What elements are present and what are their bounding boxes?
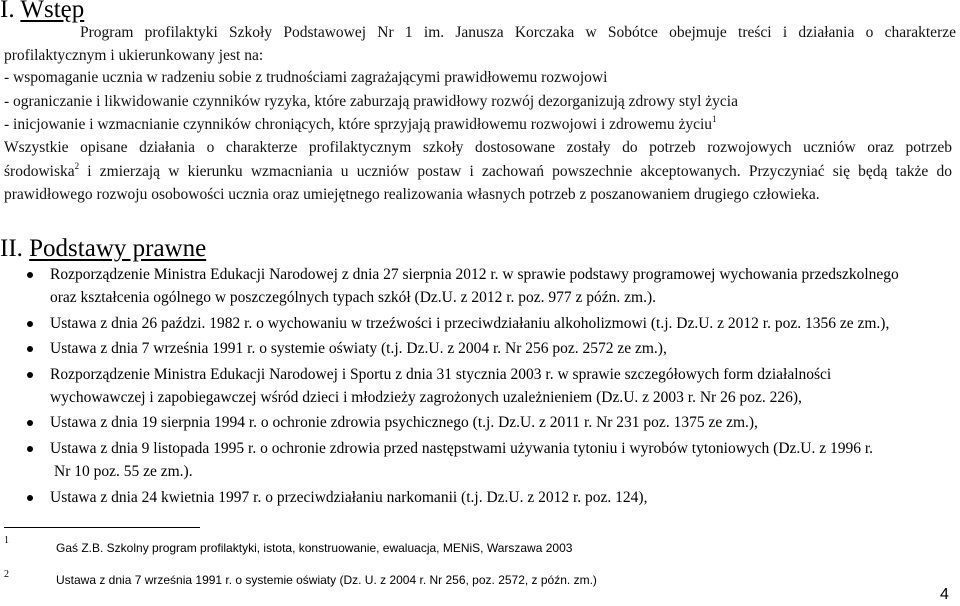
- section-number: II.: [0, 235, 23, 262]
- footnote-number-1: 1: [4, 535, 9, 546]
- list-item: [0, 486, 960, 509]
- list-item: [0, 437, 960, 484]
- page-number: 4: [940, 586, 949, 603]
- section-title: Podstawy prawne: [29, 235, 207, 262]
- list-item-text: Ustawa z dnia 7 września 1991 r. o systemie oświaty (t.j. Dz.U. z 2004 r. Nr 256 poz. 2572 ze zm.),: [50, 340, 667, 358]
- list-item: [0, 411, 960, 434]
- section-heading-legal-basis: [0, 233, 206, 265]
- section-title: Wstęp: [20, 0, 85, 23]
- bullet-icon: [27, 272, 33, 278]
- footnote-text-1: Gaś Z.B. Szkolny program profilaktyki, istota, konstruowanie, ewaluacja, MENiS, Warszawa 2003: [56, 541, 573, 555]
- paragraph-2-text-b: i zmierzają w kierunku wzmacniania u uczniów postaw i zachowań powszechnie akceptowanych. Przyczyniać się będą także do: [79, 163, 952, 180]
- list-item-text: Ustawa z dnia 26 paździ. 1982 r. o wychowaniu w trzeźwości i przeciwdziałaniu alkoholizmowi (t.j. Dz.U. z 2012 r. poz. 1356 ze zm.),: [50, 314, 890, 332]
- intro-line-4: - ograniczanie i likwidowanie czynników ryzyka, które zaburzają prawidłowy rozwój dezorganizują zdrowy styl życia: [4, 93, 738, 110]
- paragraph-2-text-a: środowiska: [4, 163, 75, 180]
- bullet-icon: [27, 446, 33, 452]
- footnote-divider: [4, 527, 200, 528]
- legal-basis-list: [0, 263, 960, 509]
- list-item: [0, 312, 960, 335]
- section-number: I.: [0, 0, 15, 23]
- footnote-number-2: 2: [4, 569, 9, 580]
- bullet-icon: [27, 346, 33, 352]
- list-item: [0, 363, 960, 410]
- footnote-text-2: Ustawa z dnia 7 września 1991 r. o systemie oświaty (Dz. U. z 2004 r. Nr 256, poz. 2572, z późn. zm.): [56, 573, 597, 587]
- bullet-icon: [27, 321, 33, 327]
- list-item-text: Rozporządzenie Ministra Edukacji Narodowej i Sportu z dnia 31 stycznia 2003 r. w sprawie szczegółowych form działalności: [50, 365, 832, 383]
- footnote-ref-2[interactable]: 2: [74, 161, 80, 171]
- list-item-text: Ustawa z dnia 24 kwietnia 1997 r. o przeciwdziałaniu narkomanii (t.j. Dz.U. z 2012 r. poz. 124),: [50, 488, 648, 506]
- list-item-text: oraz kształcenia ogólnego w poszczególnych typach szkół (Dz.U. z 2012 r. poz. 977 z późn. zm.).: [50, 289, 657, 307]
- list-item: [0, 337, 960, 360]
- bullet-icon: [27, 372, 33, 378]
- list-item-text: Nr 10 poz. 55 ze zm.).: [54, 463, 193, 481]
- footnote-ref-1[interactable]: 1: [712, 114, 717, 124]
- intro-line-2: profilaktycznym i ukierunkowany jest na:: [4, 47, 264, 64]
- paragraph-2-line-2: [4, 160, 952, 184]
- list-item-text: Rozporządzenie Ministra Edukacji Narodowej z dnia 27 sierpnia 2012 r. w sprawie podstawy programowej wychowania przedszkolnego: [50, 266, 899, 283]
- paragraph-2-line-3: prawidłowego rozwoju osobowości ucznia oraz umiejętnego realizowania własnych potrzeb z poszanowaniem drugiego człowieka.: [4, 186, 820, 203]
- bullet-icon: [27, 420, 33, 426]
- list-item-text: Ustawa z dnia 19 sierpnia 1994 r. o ochronie zdrowia psychicznego (t.j. Dz.U. z 2011 r. Nr 231 poz. 1375 ze zm.),: [50, 414, 758, 432]
- intro-line-5: [4, 113, 717, 137]
- bullet-icon: [27, 495, 33, 501]
- list-item: [0, 263, 960, 310]
- intro-line-3: - wspomaganie ucznia w radzeniu sobie z trudnościami zagrażającymi prawidłowemu rozwojowi: [4, 69, 608, 86]
- list-item-text: Ustawa z dnia 9 listopada 1995 r. o ochronie zdrowia przed następstwami używania tytoniu i wyrobów tytoniowych (Dz.U. z 1996 r.: [50, 439, 874, 457]
- intro-line-5-text: - inicjowanie i wzmacnianie czynników chroniących, które sprzyjają prawidłowemu rozwojowi i zdrowemu życiu: [4, 116, 713, 133]
- list-item-text: wychowawczej i zapobiegawczej wśród dzieci i młodzieży zagrożonych uzależnieniem (Dz.U. z 2003 r. Nr 26 poz. 226),: [50, 389, 802, 407]
- intro-line-1: Program profilaktyki Szkoły Podstawowej Nr 1 im. Janusza Korczaka w Sobótce obejmuje treści i działania o charakterze: [80, 24, 956, 41]
- paragraph-2-line-1: Wszystkie opisane działania o charakterze profilaktycznym szkoły dostosowane zostały do potrzeb rozwojowych uczniów oraz potrzeb: [4, 139, 952, 156]
